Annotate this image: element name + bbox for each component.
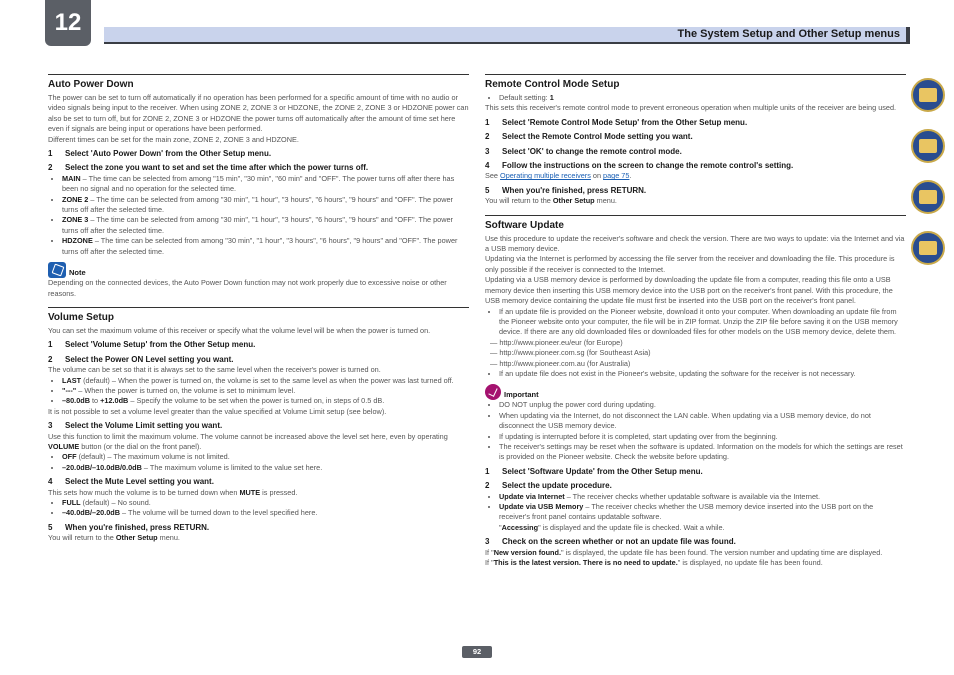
right-column [485,74,906,570]
paragraph: Updating via the Internet is performed by accessing the file server from the receiver and downloading the file. This procedure is only possible if the receiver is connected to the Internet. [485,254,895,274]
option-list [485,492,906,534]
note-icon [48,262,66,278]
url-line: — http://www.pioneer.com.sg (for Southeast Asia) [490,348,651,358]
list-item: • If an update file does not exist in the Pioneer's website, updating the software for the receiver is not necessary. [499,369,906,379]
chapter-number: 12 [45,0,91,46]
list-item: • ZONE 3 – The time can be selected from among "30 min", "1 hour", "3 hours", "6 hours", "9 hours" and "OFF". The power turns off after the selected time. [62,215,469,236]
list-item: • –40.0dB/–20.0dB – The volume will be turned down to the level specified here. [62,508,469,518]
step: 3 Check on the screen whether or not an update file was found. [485,537,736,547]
list-item: • DO NOT unplug the power cord during updating. [499,400,906,410]
list-item: • –20.0dB/–10.0dB/0.0dB – The maximum volume is limited to the value set here. [62,463,469,473]
step: 2 Select the zone you want to set and set the time after which the power turns off. [48,163,369,173]
section-title: Volume Setup [48,311,114,323]
paragraph: You will return to the Other Setup menu. [48,533,180,543]
auto-power-down-section [48,74,469,299]
list-item: • HDZONE – The time can be selected from among "30 min", "1 hour", "3 hours", "6 hours", "9 hours" and "OFF". The power turns off after the selected time. [62,236,469,257]
list-item: • Default setting: 1 [499,93,906,103]
list-item: • FULL (default) – No sound. [62,498,469,508]
step: 1 Select 'Software Update' from the Other Setup menu. [485,466,703,476]
paragraph: If "New version found." is displayed, the update file has been found. The version number and updating time are displayed. [485,547,883,557]
side-navigation [911,78,949,282]
important-label: Important [504,389,539,399]
book-icon[interactable] [911,78,945,112]
step: 2 Select the update procedure. [485,481,612,491]
important-icon [485,384,501,400]
page-number: 92 [462,646,492,658]
note-heading [48,262,469,278]
remote-control-mode-section [485,74,906,207]
paragraph: It is not possible to set a volume level greater than the value specified at Volume Limit setup (see below). [48,406,387,416]
section-title: Software Update [485,219,564,231]
list-item: • Update via USB Memory – The receiver checks whether the USB memory device inserted into the USB port on the receiver's front panel contains updatable software. "Accessing" is displayed and the update file is checked. Wait a while. [499,502,906,533]
step: 5 When you're finished, press RETURN. [48,522,210,532]
option-list [485,369,906,379]
list-item: • LAST (default) – When the power is turned on, the volume is set to the same level as when the power was last turned off. [62,376,469,386]
paragraph: See Operating multiple receivers on page 75. [485,171,632,181]
step: 1 Select 'Volume Setup' from the Other Setup menu. [48,340,256,350]
important-heading [485,384,906,400]
important-list [485,400,906,462]
note-text: Depending on the connected devices, the Auto Power Down function may not work properly due to excessive noise or other reasons. [48,278,447,298]
list-item: • OFF (default) – The maximum volume is not limited. [62,452,469,462]
paragraph: You can set the maximum volume of this receiver or specify what the volume level will be when the power is turned on. [48,325,431,335]
paragraph: This sets how much the volume is to be turned down when MUTE is pressed. [48,487,298,497]
paragraph: The volume can be set so that it is always set to the same level when the receiver's power is turned on. [48,365,381,375]
paragraph: You will return to the Other Setup menu. [485,196,617,206]
volume-setup-section [48,307,469,544]
paragraph: Updating via a USB memory device is performed by downloading the update file from a computer, reading this file onto a USB memory device then inserting this USB memory device into the USB port on the receiver's front panel. With this procedure, the USB memory device containing the update file must first be inserted into the USB port on the receiver's front panel. [485,275,893,306]
remote-control-icon[interactable] [911,129,945,163]
paragraph: If "This is the latest version. There is no need to update." is displayed, no update file has been found. [485,558,823,568]
option-list [48,174,469,257]
settings-help-icon[interactable] [911,180,945,214]
paragraph: Different times can be set for the main zone, ZONE 2, ZONE 3 and HDZONE. [48,134,299,144]
step: 1 Select 'Remote Control Mode Setup' from the Other Setup menu. [485,117,748,127]
list-item: • ZONE 2 – The time can be selected from among "30 min", "1 hour", "3 hours", "6 hours", "9 hours" and "OFF". The power turns off after the selected time. [62,195,469,216]
step: 1 Select 'Auto Power Down' from the Other Setup menu. [48,149,272,159]
step: 5 When you're finished, press RETURN. [485,185,647,195]
list-item: • Update via Internet – The receiver checks whether updatable software is available via the Internet. [499,492,906,502]
note-label: Note [69,267,86,277]
paragraph: Use this procedure to update the receiver's software and check the version. There are two ways to update: via the Internet and via a USB memory device. [485,233,905,254]
step: 2 Select the Power ON Level setting you want. [48,354,234,364]
paragraph: The power can be set to turn off automatically if no operation has been performed for a specific amount of time with no audio or video signals being input to the receiver. When using ZONE 2, ZONE 3 or HDZONE, the ZONE 2, ZONE 3 or HDZONE power can also be set to turn off, but for ZONE 2, ZONE 3 or HDZONE the power turns off automatically after the amount of time set here even if signals are being input or operations have been performed. [48,93,469,134]
step: 4 Follow the instructions on the screen to change the remote control's setting. [485,161,794,171]
list-item: • "---" – When the power is turned on, the volume is set to minimum level. [62,386,469,396]
software-update-section [485,215,906,569]
step: 4 Select the Mute Level setting you want. [48,477,214,487]
header-title: The System Setup and Other Setup menus [677,28,900,40]
option-list [48,452,469,473]
operating-multiple-receivers-link[interactable]: Operating multiple receivers [500,171,591,181]
step: 3 Select 'OK' to change the remote control mode. [485,146,682,156]
url-line: — http://www.pioneer.eu/eur (for Europe) [490,337,623,347]
header-bar [104,27,910,44]
list-item: • The receiver's settings may be reset when the software is updated. Information on the models for which the settings are reset is provided on the Pioneer website. Check the website before updating. [499,442,906,463]
list-item: • If an update file is provided on the Pioneer website, download it onto your computer. When downloading an update file from the Pioneer website onto your computer, the file will be in ZIP format. Unzip the ZIP file before saving it on the USB memory device. If there are any old downloaded files or downloaded files for other models on the USB memory device, delete them. [499,307,906,338]
step: 3 Select the Volume Limit setting you want. [48,421,223,431]
page-75-link[interactable]: page 75 [603,171,630,181]
one-two-icon[interactable] [911,231,945,265]
option-list [48,498,469,519]
paragraph: This sets this receiver's remote control mode to prevent erroneous operation when multiple units of the receiver are being used. [485,103,897,113]
left-column [48,74,469,546]
step: 2 Select the Remote Control Mode setting you want. [485,132,693,142]
list-item: • –80.0dB to +12.0dB – Specify the volume to be set when the power is turned on, in steps of 0.5 dB. [62,396,469,406]
list-item: • When updating via the Internet, do not disconnect the LAN cable. When updating via a USB memory device, do not disconnect the USB memory device. [499,411,906,432]
paragraph: Use this function to limit the maximum volume. The volume cannot be increased above the level set here, even by operating VOLUME button (or the dial on the front panel). [48,431,448,451]
list-item: • If updating is interrupted before it is completed, start updating over from the beginning. [499,432,906,442]
section-title: Remote Control Mode Setup [485,79,620,90]
section-title: Auto Power Down [48,79,134,90]
list-item: • MAIN – The time can be selected from among "15 min", "30 min", "60 min" and "OFF". The power turns off after there has been no signal and no operation for the selected time. [62,174,469,195]
option-list [485,307,906,338]
option-list [485,93,906,103]
option-list [48,376,469,407]
url-line: — http://www.pioneer.com.au (for Australia) [490,358,631,368]
